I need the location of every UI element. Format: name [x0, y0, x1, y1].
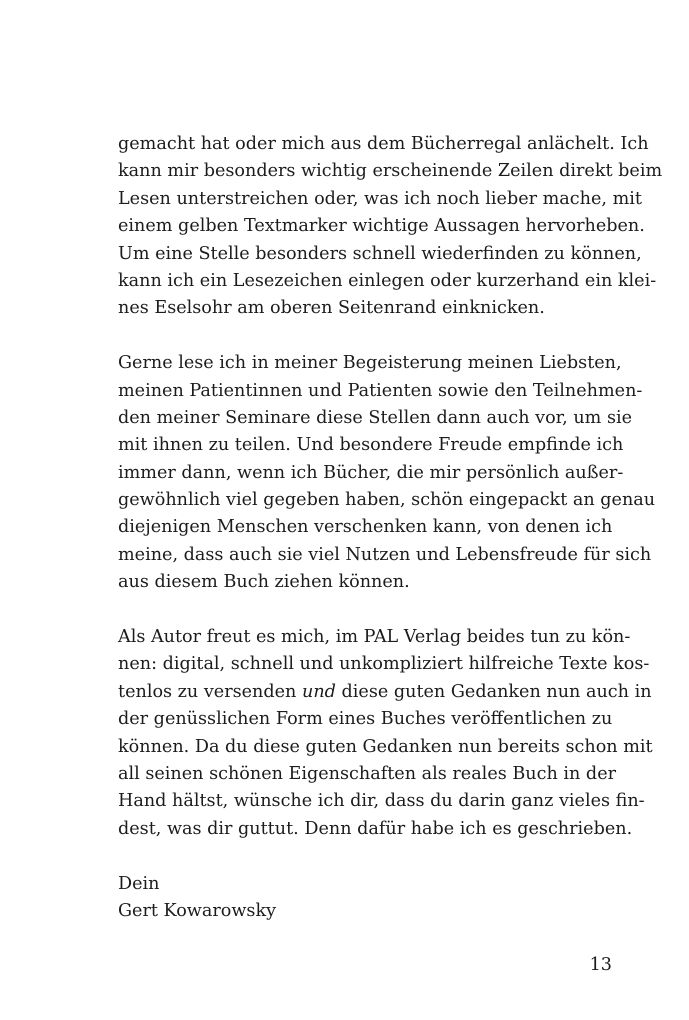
text-line: einem gelben Textmarker wichtige Aussagen hervorheben. — [118, 216, 645, 237]
text-line: kann mir besonders wichtig erscheinende Zeilen direkt beim — [118, 161, 663, 182]
signature-greeting: Dein — [118, 873, 160, 894]
text-line: Um eine Stelle besonders schnell wiederfinden zu können, — [118, 243, 642, 264]
text-line: Gerne lese ich in meiner Begeisterung meinen Liebsten, — [118, 353, 622, 374]
text-line: mit ihnen zu teilen. Und besondere Freude empfinde ich — [118, 435, 624, 456]
paragraph-gap — [118, 323, 612, 350]
page-body — [118, 131, 663, 925]
text-line: den meiner Seminare diese Stellen dann auch vor, um sie — [118, 407, 633, 428]
text-line: immer dann, wenn ich Bücher, die mir persönlich außer- — [118, 462, 624, 483]
paragraph-gap — [118, 843, 612, 870]
text-segment: diese guten Gedanken nun auch in — [335, 681, 652, 702]
emphasized-word: und — [301, 681, 336, 702]
text-line: nen: digital, schnell und unkompliziert hilfreiche Texte kos- — [118, 654, 650, 675]
paragraph-2 — [118, 350, 656, 597]
text-line: all seinen schönen Eigenschaften als reales Buch in der — [118, 763, 617, 784]
text-line: Als Autor freut es mich, im PAL Verlag beides tun zu kön- — [118, 627, 631, 648]
text-line: Lesen unterstreichen oder, was ich noch lieber mache, mit — [118, 188, 642, 209]
text-line: kann ich ein Lesezeichen einlegen oder kurzerhand ein klei- — [118, 270, 657, 291]
text-line: gemacht hat oder mich aus dem Bücherregal anlächelt. Ich — [118, 134, 649, 154]
paragraph-1 — [118, 131, 663, 323]
page-number: 13 — [589, 955, 612, 975]
text-line: nes Eselsohr am oberen Seitenrand einknicken. — [118, 298, 545, 319]
text-line: diejenigen Menschen verschenken kann, von denen ich — [118, 517, 613, 538]
text-line: Hand hältst, wünsche ich dir, dass du darin ganz vieles fin- — [118, 791, 645, 812]
text-line: aus diesem Buch ziehen können. — [118, 572, 410, 593]
paragraph-3 — [118, 624, 653, 843]
paragraph-gap — [118, 597, 612, 624]
text-line: meinen Patientinnen und Patienten sowie den Teilnehmen- — [118, 380, 643, 401]
text-segment: tenlos zu versenden — [118, 681, 302, 702]
signature-name: Gert Kowarowsky — [118, 900, 277, 921]
text-line: meine, dass auch sie viel Nutzen und Lebensfreude für sich — [118, 544, 652, 565]
signature — [118, 871, 612, 926]
text-line: können. Da du diese guten Gedanken nun bereits schon mit — [118, 736, 653, 757]
text-line: gewöhnlich viel gegeben haben, schön eingepackt an genau — [118, 490, 656, 511]
text-line: dest, was dir guttut. Denn dafür habe ich es geschrieben. — [118, 818, 633, 839]
text-line: der genüsslichen Form eines Buches veröffentlichen zu — [118, 709, 613, 730]
text-line-with-emphasis — [118, 679, 652, 706]
